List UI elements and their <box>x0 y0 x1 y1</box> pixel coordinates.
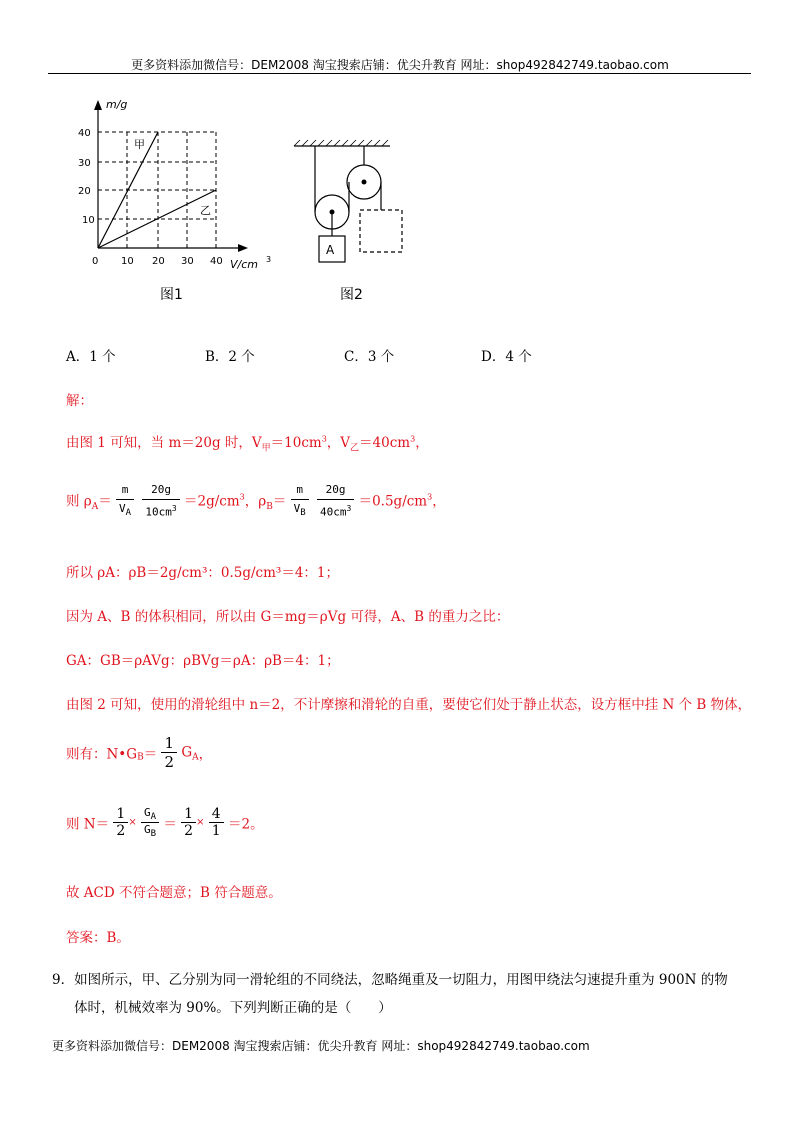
x-axis-label: V/cm <box>230 258 258 271</box>
pulley-diagram <box>290 136 420 271</box>
question-9-line-2: 体时，机械效率为 90%。下列判断正确的是（ ） <box>74 1000 392 1016</box>
x-tick-0: 0 <box>92 256 99 267</box>
solution-line-7: 则有：$N•G_B=$ $\frac{1}{2}$ $G_A$， <box>66 734 213 771</box>
fraction-ga-over-gb: $\frac{G_A}{G_B}$ <box>141 806 159 839</box>
y-tick-40: 40 <box>78 128 91 139</box>
x-tick-40: 40 <box>210 256 223 267</box>
solution-line-4: 因为 A、B 的体积相同，所以由 G＝mg＝ρVg 可得，A、B 的重力之比： <box>66 609 510 625</box>
y-axis-label: m/g <box>106 98 128 111</box>
solution-line-2: 则 $\rho_A=$ $\frac{m}{V_A}$ $\frac{20g}{10cm^3}$ $=2g/cm^3$，$\rho_B=$ $\frac{m}{V_B}$ $\frac{20g}{40cm^3}$ $=0.5g/cm^3$， <box>66 481 446 522</box>
option-d: D．4 个 <box>481 349 532 365</box>
fraction-c: $\frac{1}{2}$ <box>181 806 196 839</box>
fraction-a: $\frac{1}{2}$ <box>113 806 128 839</box>
question-9-line-1: 9．如图所示，甲、乙分别为同一滑轮组的不同绕法，忽略绳重及一切阻力，用图甲绕法匀速提升重为 900N 的物 <box>52 972 728 988</box>
mass-volume-graph <box>80 88 280 278</box>
y-tick-10: 10 <box>82 215 95 226</box>
page-footer: 更多资料添加微信号：DEM2008 淘宝搜索店铺：优尖升教育 网址：shop492842749.taobao.com <box>52 1039 590 1053</box>
fraction-m-over-vb: $\frac{m}{V_B}$ <box>291 481 309 522</box>
solution-answer: 答案：B。 <box>66 930 130 946</box>
x-tick-30: 30 <box>181 256 194 267</box>
solution-line-1: 由图 1 可知，当 m＝20g 时，$V_甲=10cm^3$，$V_乙=40cm^3$， <box>66 434 429 454</box>
box-a-label: A <box>326 243 335 257</box>
y-tick-20: 20 <box>78 186 91 197</box>
line-label-yi: 乙 <box>200 204 211 217</box>
option-a: A．1 个 <box>66 349 116 365</box>
line-label-jia: 甲 <box>134 138 145 151</box>
x-tick-20: 20 <box>152 256 165 267</box>
solution-label: 解： <box>66 393 93 409</box>
option-c: C．3 个 <box>344 349 395 365</box>
fraction-20g-over-10cm3: $\frac{20g}{10cm^3}$ <box>142 481 179 522</box>
y-tick-30: 30 <box>78 158 91 169</box>
solution-line-3: 所以 ρA：ρB＝2g/cm³：0.5g/cm³＝4：1； <box>66 565 339 581</box>
solution-line-6: 由图 2 可知，使用的滑轮组中 n＝2，不计摩擦和滑轮的自重，要使它们处于静止状态，设方框中挂 N 个 B 物体， <box>66 697 752 713</box>
figure-2 <box>290 136 420 308</box>
x-axis-sup: 3 <box>266 255 272 264</box>
fraction-m-over-va: $\frac{m}{V_A}$ <box>116 481 134 522</box>
figure-1 <box>80 88 280 308</box>
page-header: 更多资料添加微信号：DEM2008 淘宝搜索店铺：优尖升教育 网址：shop492842749.taobao.com <box>131 58 669 72</box>
header-divider <box>48 73 751 74</box>
fraction-20g-over-40cm3: $\frac{20g}{40cm^3}$ <box>317 481 354 522</box>
solution-line-9: 故 ACD 不符合题意；B 符合题意。 <box>66 885 282 901</box>
solution-line-8: 则 N＝ $\frac{1}{2}$ × $\frac{G_A}{G_B}$ ＝ $\frac{1}{2}$ × $\frac{4}{1}$ ＝2。 <box>66 806 264 840</box>
solution-line-5: GA：GB＝ρAVg：ρBVg＝ρA：ρB＝4：1； <box>66 653 340 669</box>
option-b: B．2 个 <box>205 349 255 365</box>
x-tick-10: 10 <box>121 256 134 267</box>
fraction-one-half: $\frac{1}{2}$ <box>161 734 177 771</box>
figure-1-caption: 图1 <box>160 287 183 303</box>
fraction-d: $\frac{4}{1}$ <box>209 806 224 839</box>
figure-2-caption: 图2 <box>340 287 363 303</box>
